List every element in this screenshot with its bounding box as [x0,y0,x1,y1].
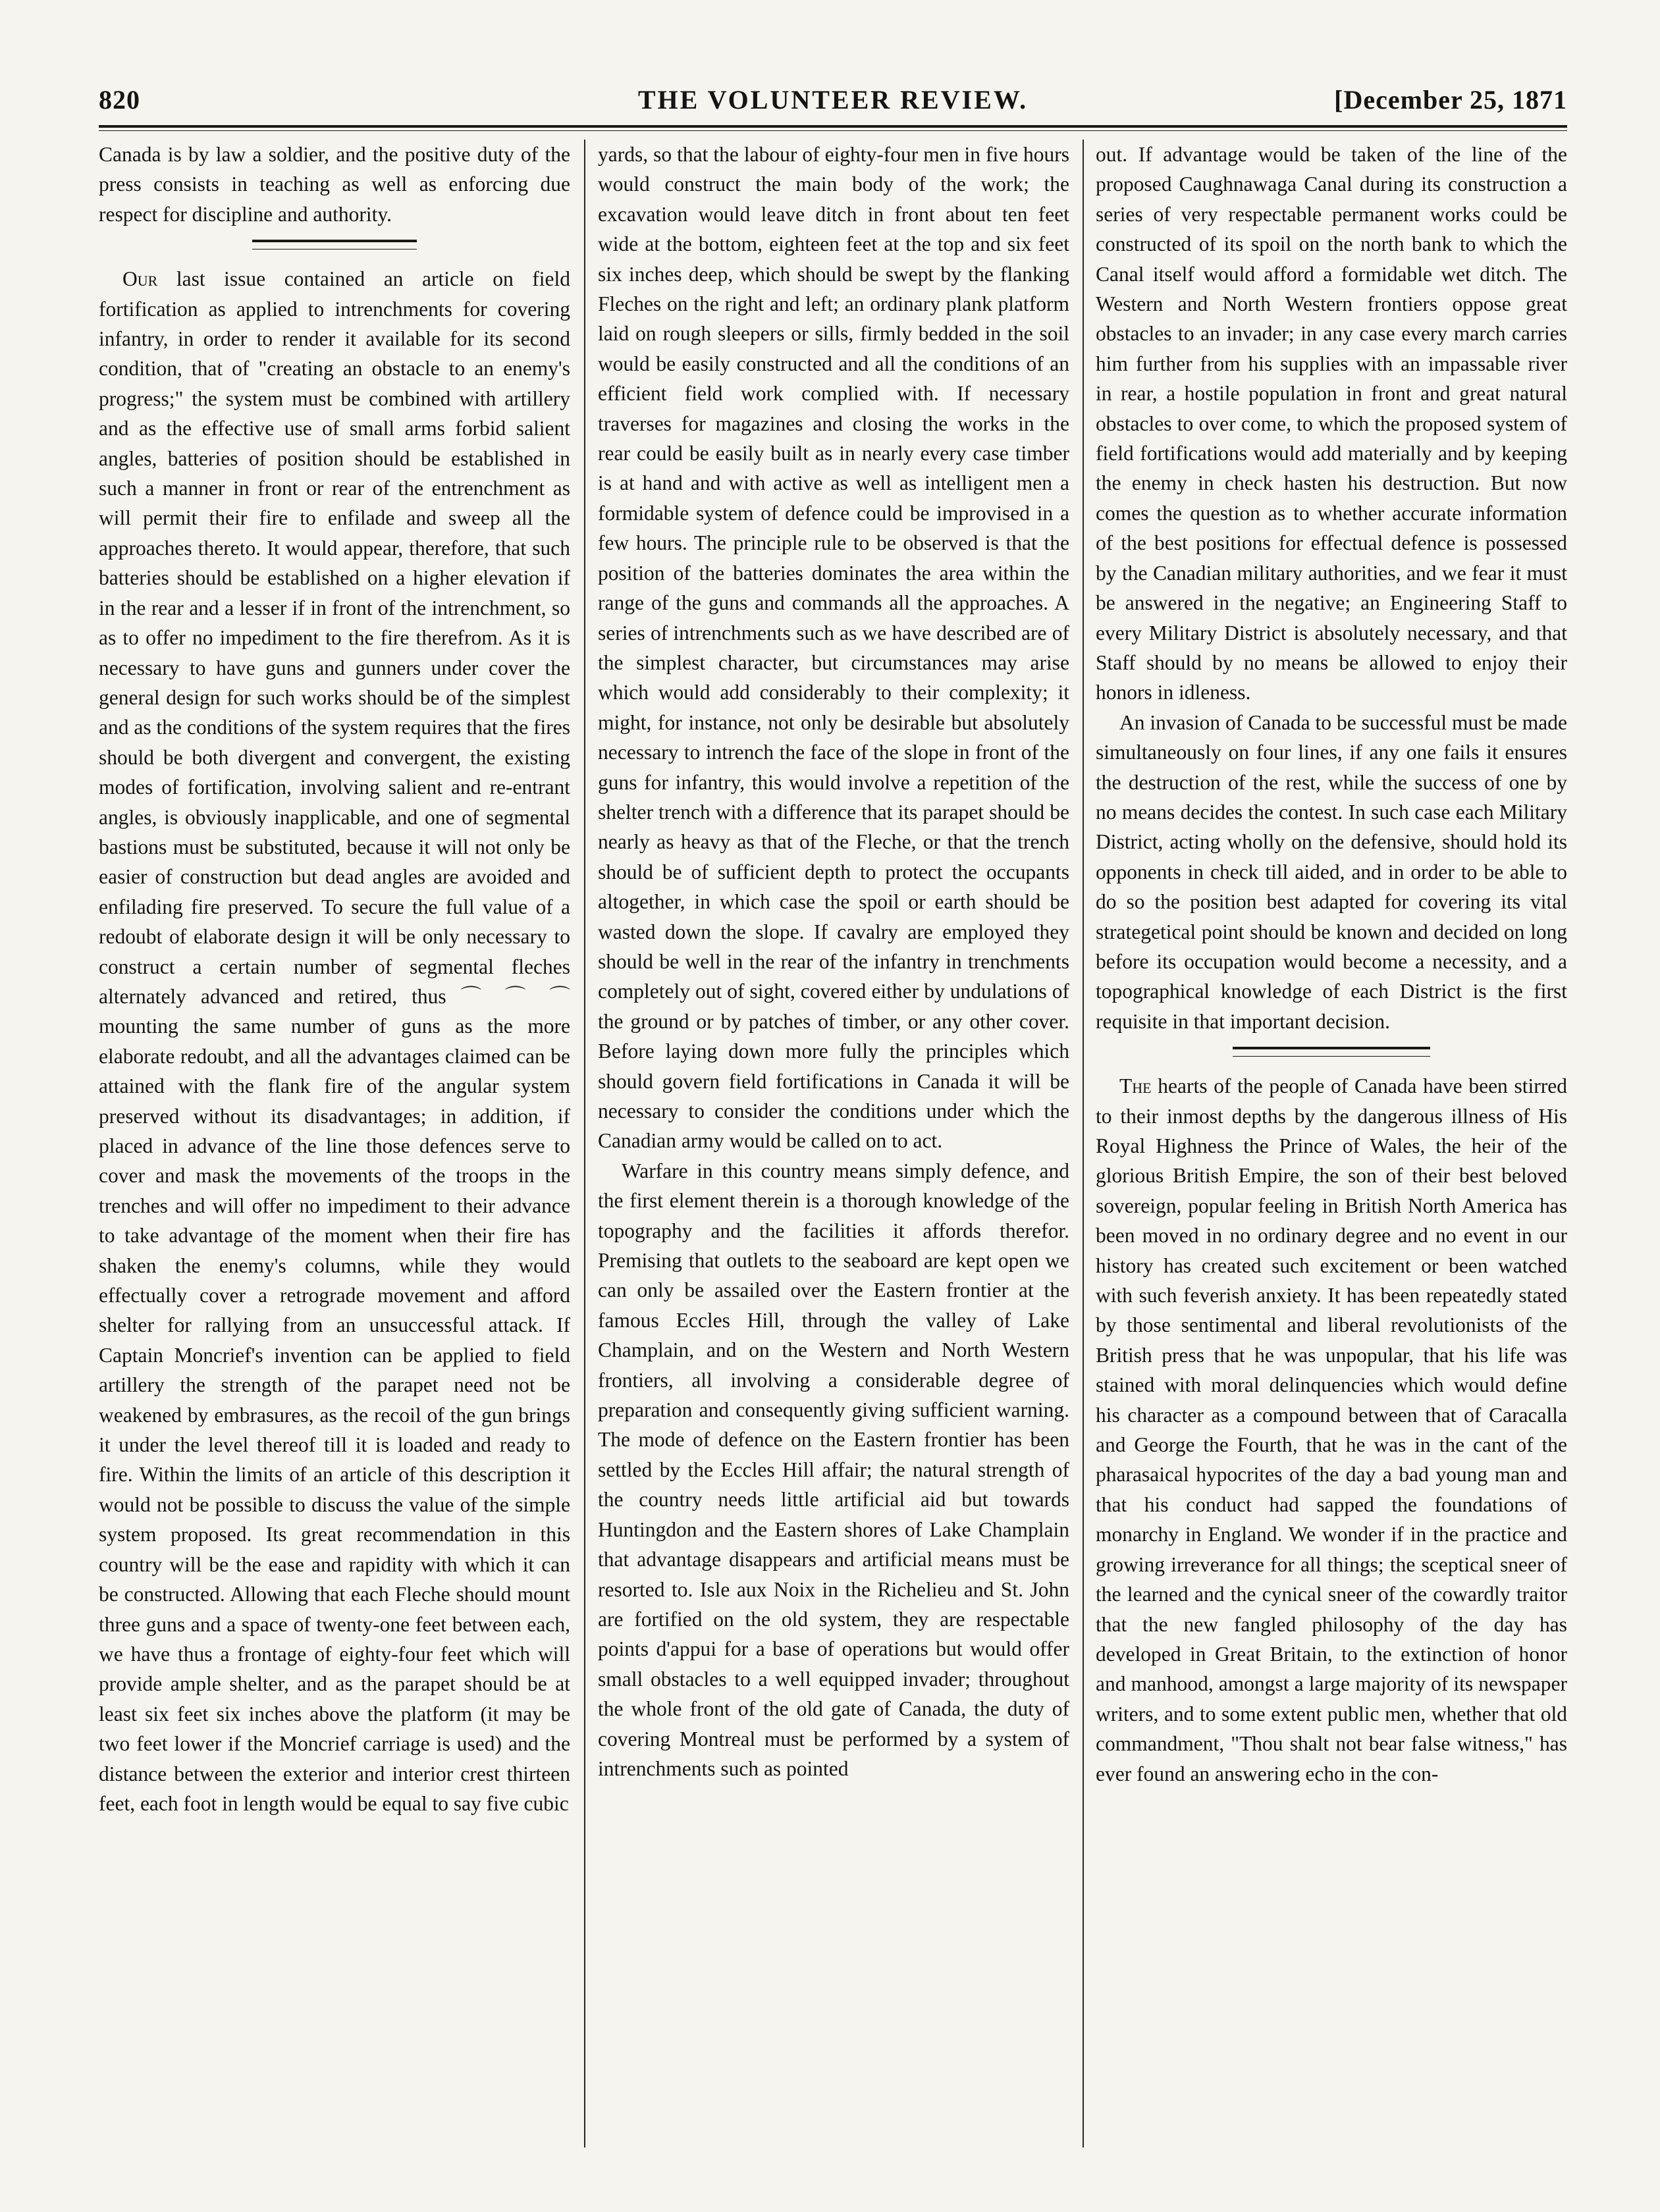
page-header [99,79,1567,118]
paragraph-invasion: An invasion of Canada to be successful must be made simultaneously on four lines, if any one fails it ensures the destruction of the rest, while the success of one by no means decides the contest. In such case each Military District, acting wholly on the defensive, should hold its opponents in check till aided, and in order to be able to do so the position best adapted for covering its vital strategetical point should be known and decided on long before its occupation would become a necessity, and a topographical knowledge of each District is the first requisite in that important decision. [1096,710,1567,1033]
article-body: hearts of the people of Canada have been stirred to their inmost depths by the dangerous illness of His Royal Highness the Prince of Wales, the heir of the glorious British Empire, the son of their best beloved sovereign, popular feeling in British North America has been moved in no ordinary degree and no event in our history has created such excitement or been watched with such feverish anxiety. It has been repeatedly stated by those sentimental and liberal revolutionists of the British press that he was unpopular, that his life was stained with moral delinquencies which would define his character as a compound between that of Caracalla and George the Fourth, that he was in the cant of the pharasaical hypocrites of the day a bad young man and that his conduct had sapped the foundations of monarchy in England. We wonder if in the practice and growing irreverance for all things; the sceptical sneer of the learned and the cynical sneer of the cowardly traitor that the new fangled philosophy of the day has developed in Great Britain, to the extinction of honor and manhood, amongst a large majority of its newspaper writers, and to some extent public men, whether that old commandment, "Thou shalt not bear false witness," has ever found an answering echo in the con- [1096,1074,1567,1785]
article-prince-of-wales [1096,1071,1567,1789]
article-body: last issue contained an article on field fortification as applied to intrenchments for covering infantry, in order to render it available for its second condition, that of "creating an obstacle to an enemy's progress;" the system must be combined with artillery and as the effective use of small arms forbid salient angles, batteries of position should be established in such a manner in front or rear of the entrenchment as will permit their fire to enfilade and sweep all the approaches thereto. It would appear, therefore, that such batteries should be established on a higher elevation if in the rear and a lesser if in front of the intrenchment, so as to offer no impediment to the fire therefrom. As it is necessary to have guns and gunners under cover the general design for such works should be of the simplest and as the conditions of the system requires that the fires should be both divergent and convergent, the existing modes of fortification, involving salient and re-entrant angles, is obviously inapplicable, and one of segmental bastions must be substituted, because it will not only be easier of construction but dead angles are avoided and enfilading fire preserved. To secure the full value of a redoubt of elaborate design it will be only necessary to construct a certain number of segmental fleches alternately advanced and retired, thus ⌒ ⌒ ⌒ mounting the same number of guns as the more elaborate redoubt, and all the advantages claimed can be attained with the flank fire of the angular system preserved without its disadvantages; in addition, if placed in advance of the line those defences serve to cover and mask the movements of the troops in the trenches and will offer no impediment to their advance to take advantage of the moment when their fire has shaken the enemy's columns, while they would effectually cover a retrograde movement and afford shelter for rallying from an unsuccessful attack. If Captain Moncrief's invention can be applied to field artillery the strength of the parapet need not be weakened by embrasures, as the recoil of the gun brings it under the level thereof till it is loaded and ready to fire. Within the limits of an article of this description it would not be possible to discuss the value of the simple system proposed. Its great recommendation in this country will be the ease and rapidity with which it can be constructed. Allowing that each Fleche should mount three guns and a space of twenty-one feet between each, we have thus a frontage of eighty-four feet which will provide ample shelter, and as the parapet should be at least six feet six inches above the platform (it may be two feet lower if the Moncrief carriage is used) and the distance between the exterior and interior crest thirteen feet, each foot in length would be equal to say five cubic [99,267,570,1815]
column-one [99,140,570,2147]
paragraph-continuation: out. If advantage would be taken of the line of the proposed Caughnawaga Canal during its construction a series of very respectable permanent works could be constructed of its spoil on the north bank to which the Canal itself would afford a formidable wet ditch. The Western and North Western frontiers oppose great obstacles to an invader; in any case every march carries him further from his supplies with an impassable river in rear, a hostile population in front and great natural obstacles to over come, to which the proposed system of field fortifications would add materially and by keeping the enemy in check hasten his destruction. But now comes the question as to whether accurate information of the best positions for effectual defence is possessed by the Canadian military authorities, and we fear it must be answered in the negative; an Engineering Staff to every Military District is absolutely necessary, and that Staff should by no means be allowed to enjoy their honors in idleness. [1096,143,1567,704]
publication-title: THE VOLUNTEER REVIEW. [637,85,1029,115]
section-divider [252,240,417,250]
article-lead-word: Our [122,267,158,291]
issue-date: [December 25, 1871 [1334,85,1567,115]
column-divider-right [1083,140,1084,2147]
intro-paragraph: Canada is by law a soldier, and the positive duty of the press consists in teaching as well as enforcing due respect for discipline and authority. [99,143,570,226]
column-two [598,140,1069,2147]
newspaper-page [99,79,1567,2159]
column-three [1096,140,1567,2147]
paragraph-continuation: yards, so that the labour of eighty-four men in five hours would construct the main body of the work; the excavation would leave ditch in front about ten feet wide at the bottom, eighteen feet at the top and six feet six inches deep, which should be swept by the flanking Fleches on the right and left; an ordinary plank platform laid on rough sleepers or sills, firmly bedded in the soil would be easily constructed and all the conditions of an efficient field work complied with. If necessary traverses for magazines and closing the works in the rear could be easily built as in nearly every case timber is at hand and with active as well as intelligent men a formidable system of defence could be improvised in a few hours. The principle rule to be observed is that the position of the batteries dominates the area within the range of the guns and commands all the approaches. A series of intrenchments such as we have described are of the simplest character, but circumstances may arise which would add considerably to their complexity; it might, for instance, not only be desirable but absolutely necessary to intrench the face of the slope in front of the guns for infantry, this would involve a repetition of the shelter trench with a difference that its parapet should be nearly as heavy as that of the Fleche, or that the trench should be of sufficient depth to protect the occupants altogether, in which case the spoil or earth should be wasted down the slope. If cavalry are employed they should be well in the rear of the infantry in trenchments completely out of sight, covered either by undulations of the ground or by patches of timber, or any other cover. Before laying down more fully the principles which should govern field fortifications in Canada it will be necessary to consider the conditions under which the Canadian army would be called on to act. [598,143,1069,1153]
page-number: 820 [99,85,140,115]
column-divider-left [584,140,585,2147]
article-fortification [99,264,570,1818]
header-rule [99,125,1567,128]
article-lead-word: The [1119,1074,1152,1098]
paragraph-warfare: Warfare in this country means simply defence, and the first element therein is a thorough knowledge of the topography and the facilities it affords therefor. Premising that outlets to the seaboard are kept open we can only be assailed over the Eastern frontier at the famous Eccles Hill, through the valley of Lake Champlain, and on the Western and North Western frontiers, all involving a considerable degree of preparation and consequently giving sufficient warning. The mode of defence on the Eastern frontier has been settled by the Eccles Hill affair; the natural strength of the country needs little artificial aid but towards Huntingdon and the Eastern shores of Lake Champlain that advantage disappears and artificial means must be resorted to. Isle aux Noix in the Richelieu and St. John are fortified on the old system, they are respectable points d'appui for a base of operations but would offer small obstacles to a well equipped invader; throughout the whole front of the old gate of Canada, the duty of covering Montreal must be performed by a system of intrenchments such as pointed [598,1159,1069,1780]
section-divider [1233,1047,1430,1057]
header-rule-thin [99,130,1567,131]
